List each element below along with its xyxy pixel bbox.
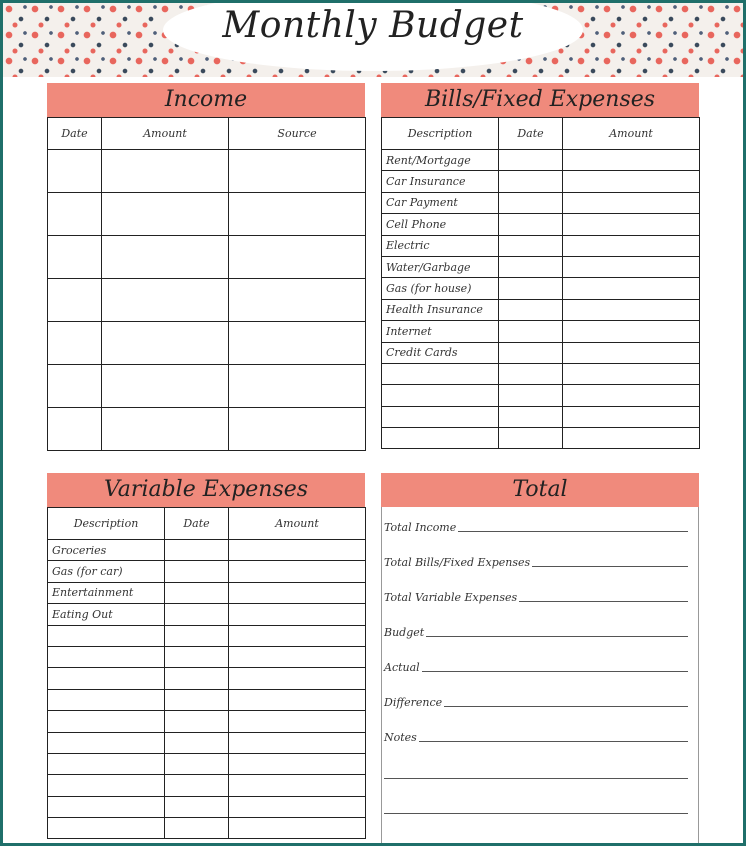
total-line-label: Actual — [384, 661, 420, 674]
bills-cell[interactable] — [499, 428, 563, 449]
table-row — [48, 279, 366, 322]
total-variable-line[interactable] — [384, 591, 688, 604]
income-cell[interactable] — [102, 322, 229, 365]
variable-row-label[interactable] — [48, 625, 165, 646]
table-row — [48, 193, 366, 236]
table-row — [48, 796, 366, 817]
income-cell[interactable] — [229, 150, 366, 193]
table-row — [382, 192, 700, 213]
bills-cell[interactable] — [563, 406, 700, 427]
bills-cell[interactable] — [499, 385, 563, 406]
table-row — [382, 235, 700, 256]
variable-row-label: Entertainment — [48, 582, 165, 603]
income-cell[interactable] — [102, 193, 229, 236]
bills-section — [381, 83, 699, 449]
bills-row-label: Electric — [382, 235, 499, 256]
bills-cell[interactable] — [499, 235, 563, 256]
variable-cell[interactable] — [165, 561, 229, 582]
bills-cell[interactable] — [563, 428, 700, 449]
variable-cell[interactable] — [229, 711, 366, 732]
variable-cell[interactable] — [229, 753, 366, 774]
table-row — [48, 668, 366, 689]
bills-cell[interactable] — [563, 342, 700, 363]
variable-section — [47, 473, 365, 839]
bills-row-label[interactable] — [382, 363, 499, 384]
variable-cell[interactable] — [229, 689, 366, 710]
income-cell[interactable] — [48, 193, 102, 236]
variable-cell[interactable] — [165, 582, 229, 603]
bills-cell[interactable] — [499, 299, 563, 320]
table-row — [48, 582, 366, 603]
variable-cell[interactable] — [229, 646, 366, 667]
bills-cell[interactable] — [563, 256, 700, 277]
table-row — [382, 385, 700, 406]
table-row — [48, 818, 366, 839]
budget-line[interactable] — [384, 626, 688, 639]
total-line-label: Budget — [384, 626, 425, 639]
income-cell[interactable] — [102, 365, 229, 408]
variable-col-date: Date — [165, 508, 229, 540]
notes-line[interactable] — [384, 731, 688, 744]
bills-cell[interactable] — [499, 342, 563, 363]
variable-row-label[interactable] — [48, 753, 165, 774]
table-row — [382, 363, 700, 384]
variable-cell[interactable] — [165, 775, 229, 796]
table-row — [48, 775, 366, 796]
bills-cell[interactable] — [563, 235, 700, 256]
table-row — [382, 171, 700, 192]
variable-row-label[interactable] — [48, 796, 165, 817]
bills-cell[interactable] — [499, 171, 563, 192]
variable-cell[interactable] — [229, 732, 366, 753]
table-row — [48, 732, 366, 753]
bills-row-label: Credit Cards — [382, 342, 499, 363]
total-line-label: Total Bills/Fixed Expenses — [384, 556, 531, 569]
bills-row-label: Car Insurance — [382, 171, 499, 192]
bills-cell[interactable] — [499, 192, 563, 213]
income-cell[interactable] — [48, 279, 102, 322]
income-col-amount: Amount — [102, 118, 229, 150]
table-row — [382, 299, 700, 320]
total-heading: Total — [381, 473, 699, 507]
table-row — [48, 625, 366, 646]
table-row — [48, 150, 366, 193]
bills-cell[interactable] — [563, 171, 700, 192]
variable-cell[interactable] — [165, 646, 229, 667]
bills-cell[interactable] — [499, 214, 563, 235]
income-cell[interactable] — [48, 365, 102, 408]
fill-rule — [422, 670, 688, 672]
income-cell[interactable] — [229, 322, 366, 365]
bills-row-label[interactable] — [382, 385, 499, 406]
income-cell[interactable] — [48, 236, 102, 279]
bills-cell[interactable] — [499, 321, 563, 342]
fill-rule — [444, 705, 688, 707]
bills-col-description: Description — [382, 118, 499, 150]
income-cell[interactable] — [48, 150, 102, 193]
variable-cell[interactable] — [165, 625, 229, 646]
total-line-label: Total Variable Expenses — [384, 591, 518, 604]
variable-cell[interactable] — [229, 818, 366, 839]
fill-rule — [419, 740, 688, 742]
bills-cell[interactable] — [499, 278, 563, 299]
table-row — [382, 214, 700, 235]
income-cell[interactable] — [229, 408, 366, 451]
bills-col-amount: Amount — [563, 118, 700, 150]
variable-row-label[interactable] — [48, 646, 165, 667]
variable-cell[interactable] — [165, 818, 229, 839]
bills-cell[interactable] — [563, 363, 700, 384]
total-income-line[interactable] — [384, 521, 688, 534]
total-box — [381, 507, 699, 846]
bills-cell[interactable] — [563, 385, 700, 406]
notes-blank-line[interactable] — [384, 812, 688, 814]
table-row — [48, 408, 366, 451]
variable-table — [47, 507, 366, 839]
total-line-label: Difference — [384, 696, 443, 709]
variable-cell[interactable] — [229, 540, 366, 561]
variable-cell[interactable] — [165, 753, 229, 774]
table-row — [48, 365, 366, 408]
actual-line[interactable] — [384, 661, 688, 674]
income-cell[interactable] — [229, 365, 366, 408]
table-row — [48, 322, 366, 365]
total-line-label: Notes — [384, 731, 417, 744]
income-section — [47, 83, 365, 451]
variable-heading: Variable Expenses — [47, 473, 365, 507]
income-heading: Income — [47, 83, 365, 117]
table-row — [382, 342, 700, 363]
bills-row-label: Cell Phone — [382, 214, 499, 235]
table-row — [48, 711, 366, 732]
variable-row-label[interactable] — [48, 711, 165, 732]
income-cell[interactable] — [229, 236, 366, 279]
variable-cell[interactable] — [229, 625, 366, 646]
table-row — [48, 561, 366, 582]
table-row — [382, 256, 700, 277]
income-cell[interactable] — [102, 408, 229, 451]
bills-cell[interactable] — [563, 192, 700, 213]
income-col-date: Date — [48, 118, 102, 150]
table-row — [48, 604, 366, 625]
table-row — [48, 646, 366, 667]
notes-blank-line[interactable] — [384, 777, 688, 779]
table-row — [382, 428, 700, 449]
total-line-label: Total Income — [384, 521, 457, 534]
variable-row-label: Groceries — [48, 540, 165, 561]
variable-cell[interactable] — [165, 796, 229, 817]
bills-row-label: Internet — [382, 321, 499, 342]
variable-row-label[interactable] — [48, 689, 165, 710]
bills-cell[interactable] — [499, 150, 563, 171]
bills-row-label[interactable] — [382, 406, 499, 427]
bills-cell[interactable] — [563, 321, 700, 342]
page-title: Monthly Budget — [222, 5, 524, 46]
income-cell[interactable] — [102, 279, 229, 322]
bills-row-label[interactable] — [382, 428, 499, 449]
bills-col-date: Date — [499, 118, 563, 150]
variable-row-label[interactable] — [48, 775, 165, 796]
variable-cell[interactable] — [165, 540, 229, 561]
fill-rule — [519, 600, 688, 602]
variable-cell[interactable] — [229, 604, 366, 625]
bills-cell[interactable] — [563, 214, 700, 235]
bills-cell[interactable] — [563, 150, 700, 171]
total-section — [381, 473, 699, 846]
table-row — [382, 278, 700, 299]
fill-rule — [426, 635, 688, 637]
variable-row-label[interactable] — [48, 818, 165, 839]
bills-row-label: Water/Garbage — [382, 256, 499, 277]
variable-col-amount: Amount — [229, 508, 366, 540]
table-row — [382, 321, 700, 342]
variable-cell[interactable] — [229, 582, 366, 603]
bills-cell[interactable] — [499, 406, 563, 427]
difference-line[interactable] — [384, 696, 688, 709]
variable-cell[interactable] — [229, 561, 366, 582]
bills-row-label: Rent/Mortgage — [382, 150, 499, 171]
income-cell[interactable] — [102, 236, 229, 279]
fill-rule — [458, 530, 688, 532]
variable-cell[interactable] — [165, 668, 229, 689]
income-col-source: Source — [229, 118, 366, 150]
variable-cell[interactable] — [229, 775, 366, 796]
variable-row-label: Eating Out — [48, 604, 165, 625]
table-row — [382, 150, 700, 171]
income-cell[interactable] — [48, 408, 102, 451]
bills-cell[interactable] — [499, 256, 563, 277]
variable-cell[interactable] — [165, 604, 229, 625]
variable-cell[interactable] — [165, 732, 229, 753]
variable-row-label[interactable] — [48, 668, 165, 689]
income-cell[interactable] — [48, 322, 102, 365]
income-cell[interactable] — [102, 150, 229, 193]
variable-cell[interactable] — [229, 796, 366, 817]
table-row — [48, 540, 366, 561]
bills-row-label: Health Insurance — [382, 299, 499, 320]
bills-table — [381, 117, 700, 449]
table-row — [48, 689, 366, 710]
variable-cell[interactable] — [229, 668, 366, 689]
variable-cell[interactable] — [165, 689, 229, 710]
table-row — [48, 753, 366, 774]
table-row — [48, 236, 366, 279]
bills-cell[interactable] — [563, 278, 700, 299]
variable-col-description: Description — [48, 508, 165, 540]
bills-cell[interactable] — [563, 299, 700, 320]
variable-row-label: Gas (for car) — [48, 561, 165, 582]
income-table — [47, 117, 366, 451]
bills-row-label: Gas (for house) — [382, 278, 499, 299]
total-bills-line[interactable] — [384, 556, 688, 569]
income-cell[interactable] — [229, 279, 366, 322]
variable-row-label[interactable] — [48, 732, 165, 753]
bills-row-label: Car Payment — [382, 192, 499, 213]
income-cell[interactable] — [229, 193, 366, 236]
bills-heading: Bills/Fixed Expenses — [381, 83, 699, 117]
variable-cell[interactable] — [165, 711, 229, 732]
bills-cell[interactable] — [499, 363, 563, 384]
table-row — [382, 406, 700, 427]
fill-rule — [532, 565, 688, 567]
